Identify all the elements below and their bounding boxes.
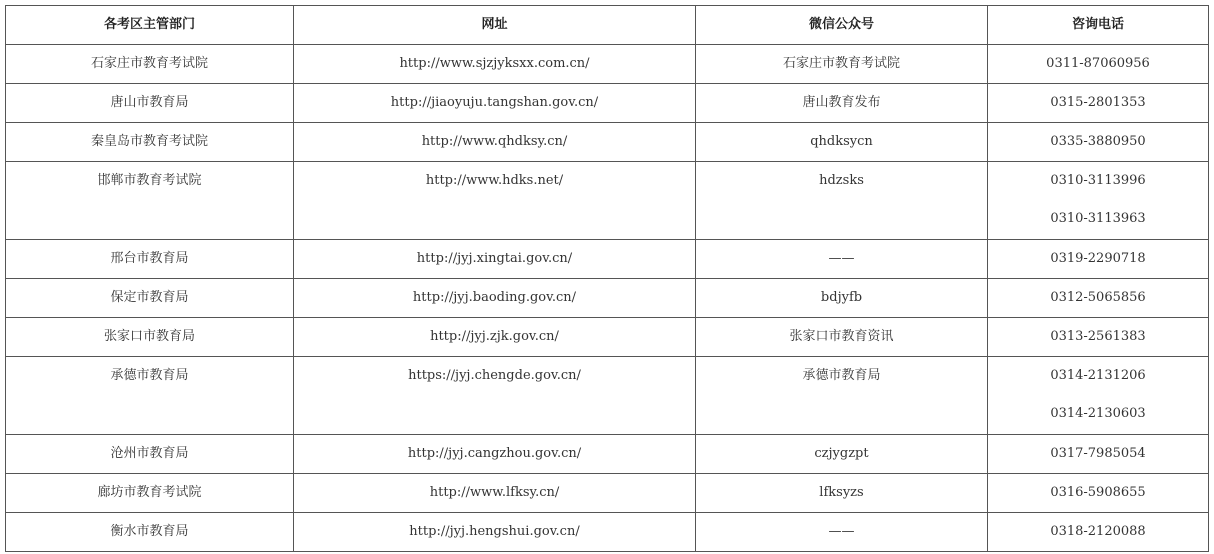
wechat-account: bdjyfb <box>820 290 863 305</box>
dept-name: 廊坊市教育考试院 <box>97 485 202 500</box>
wechat-cell <box>696 240 988 279</box>
phone-number: 0311-87060956 <box>1046 56 1150 71</box>
url-cell <box>294 435 696 474</box>
table-row <box>6 513 1209 552</box>
url-cell <box>294 45 696 84</box>
wechat-account: 张家口市教育资讯 <box>789 329 894 344</box>
phone-cell <box>988 318 1209 357</box>
dept-cell <box>6 435 294 474</box>
dept-name: 石家庄市教育考试院 <box>90 56 208 71</box>
dept-cell <box>6 240 294 279</box>
dept-cell <box>6 318 294 357</box>
table-header-row <box>6 6 1209 45</box>
dept-cell <box>6 279 294 318</box>
dept-cell <box>6 162 294 240</box>
dept-name: 沧州市教育局 <box>110 446 189 461</box>
wechat-account: —— <box>828 251 855 266</box>
phone-number: 0335-3880950 <box>1050 134 1146 149</box>
contact-table <box>5 5 1209 552</box>
phone-number: 0314-2130603 <box>1050 406 1146 421</box>
url-cell <box>294 279 696 318</box>
phone-number: 0312-5065856 <box>1050 290 1146 305</box>
dept-name: 邯郸市教育考试院 <box>97 173 202 188</box>
website-link[interactable]: http://jyj.cangzhou.gov.cn/ <box>407 446 582 461</box>
phone-cell <box>988 162 1209 240</box>
dept-name: 唐山市教育局 <box>110 95 189 110</box>
table-row <box>6 357 1209 435</box>
wechat-cell <box>696 84 988 123</box>
wechat-account: 承德市教育局 <box>802 368 881 383</box>
url-cell <box>294 318 696 357</box>
phone-number: 0313-2561383 <box>1050 329 1146 344</box>
dept-name: 保定市教育局 <box>110 290 189 305</box>
website-link[interactable]: http://www.lfksy.cn/ <box>429 485 560 500</box>
dept-name: 衡水市教育局 <box>110 524 189 539</box>
phone-cell <box>988 357 1209 435</box>
contact-table-container <box>5 5 1209 552</box>
wechat-cell <box>696 513 988 552</box>
website-link[interactable]: http://www.hdks.net/ <box>425 173 564 188</box>
wechat-account: 唐山教育发布 <box>802 95 881 110</box>
dept-cell <box>6 45 294 84</box>
header-phone: 咨询电话 <box>988 6 1209 45</box>
header-url: 网址 <box>294 6 696 45</box>
website-link[interactable]: http://jiaoyuju.tangshan.gov.cn/ <box>390 95 599 110</box>
phone-cell <box>988 435 1209 474</box>
website-link[interactable]: http://jyj.xingtai.gov.cn/ <box>416 251 573 266</box>
website-link[interactable]: http://jyj.baoding.gov.cn/ <box>412 290 577 305</box>
table-row <box>6 474 1209 513</box>
wechat-cell <box>696 123 988 162</box>
website-link[interactable]: http://www.sjzjyksxx.com.cn/ <box>399 56 590 71</box>
wechat-cell <box>696 318 988 357</box>
phone-cell <box>988 84 1209 123</box>
website-link[interactable]: http://jyj.hengshui.gov.cn/ <box>409 524 580 539</box>
wechat-account: qhdksycn <box>810 134 873 149</box>
url-cell <box>294 84 696 123</box>
url-cell <box>294 513 696 552</box>
phone-cell <box>988 513 1209 552</box>
wechat-cell <box>696 435 988 474</box>
table-row <box>6 279 1209 318</box>
dept-cell <box>6 123 294 162</box>
url-cell <box>294 162 696 240</box>
phone-number: 0318-2120088 <box>1050 524 1146 539</box>
url-cell <box>294 357 696 435</box>
wechat-account: lfksyzs <box>819 485 864 500</box>
phone-number: 0316-5908655 <box>1050 485 1146 500</box>
url-cell <box>294 240 696 279</box>
phone-number: 0319-2290718 <box>1050 251 1146 266</box>
wechat-cell <box>696 357 988 435</box>
table-row <box>6 318 1209 357</box>
phone-number: 0310-3113996 <box>1050 173 1146 188</box>
table-row <box>6 45 1209 84</box>
website-link[interactable]: https://jyj.chengde.gov.cn/ <box>408 368 581 383</box>
website-link[interactable]: http://www.qhdksy.cn/ <box>421 134 568 149</box>
wechat-account: hdzsks <box>819 173 864 188</box>
website-link[interactable]: http://jyj.zjk.gov.cn/ <box>430 329 559 344</box>
header-wechat: 微信公众号 <box>696 6 988 45</box>
phone-number: 0317-7985054 <box>1050 446 1146 461</box>
phone-cell <box>988 123 1209 162</box>
phone-cell <box>988 474 1209 513</box>
dept-cell <box>6 513 294 552</box>
wechat-account: 石家庄市教育考试院 <box>782 56 900 71</box>
header-dept: 各考区主管部门 <box>6 6 294 45</box>
dept-name: 承德市教育局 <box>110 368 189 383</box>
phone-cell <box>988 45 1209 84</box>
phone-number: 0314-2131206 <box>1050 368 1146 383</box>
wechat-cell <box>696 474 988 513</box>
dept-cell <box>6 84 294 123</box>
wechat-cell <box>696 45 988 84</box>
dept-name: 秦皇岛市教育考试院 <box>90 134 208 149</box>
phone-cell <box>988 240 1209 279</box>
dept-name: 张家口市教育局 <box>103 329 195 344</box>
wechat-account: czjygzpt <box>814 446 869 461</box>
phone-number: 0310-3113963 <box>1050 211 1146 226</box>
table-row <box>6 123 1209 162</box>
dept-cell <box>6 357 294 435</box>
wechat-cell <box>696 279 988 318</box>
url-cell <box>294 123 696 162</box>
table-body <box>6 45 1209 552</box>
table-row <box>6 162 1209 240</box>
wechat-account: —— <box>828 524 855 539</box>
dept-name: 邢台市教育局 <box>110 251 189 266</box>
table-row <box>6 435 1209 474</box>
wechat-cell <box>696 162 988 240</box>
dept-cell <box>6 474 294 513</box>
phone-number: 0315-2801353 <box>1050 95 1146 110</box>
table-row <box>6 84 1209 123</box>
phone-cell <box>988 279 1209 318</box>
table-row <box>6 240 1209 279</box>
url-cell <box>294 474 696 513</box>
